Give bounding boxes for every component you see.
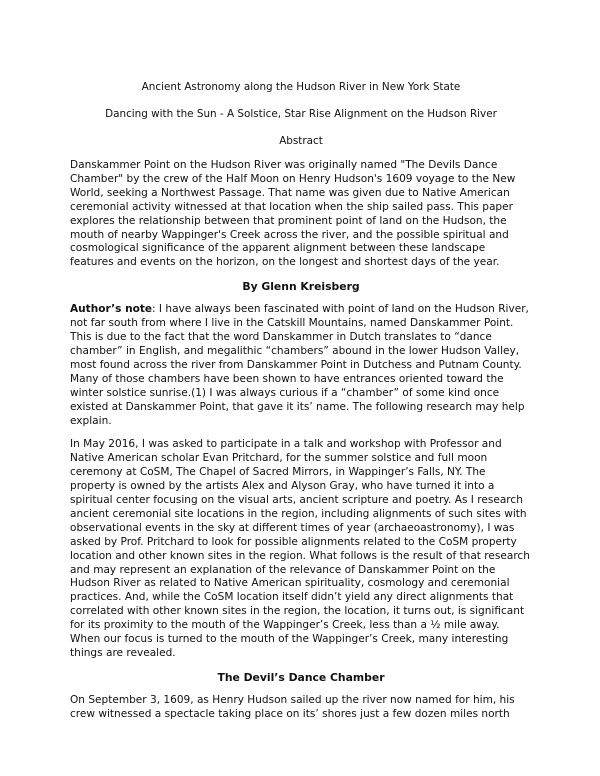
document-page (70, 80, 532, 732)
author-note-paragraph (70, 303, 532, 428)
document-subtitle: Dancing with the Sun - A Solstice, Star Rise Alignment on the Hudson River (105, 108, 497, 120)
author-byline: By Glenn Kreisberg (242, 280, 360, 294)
abstract-paragraph: Danskammer Point on the Hudson River was originally named "The Devils Dance Chamber" by the crew of the Half Moon on Henry Hudson's 1609 voyage to the New World, seeking a Northwest Passage. That name was given due to Native American ceremonial activity witnessed at that location when the ship sailed pass. This paper explores the relationship between that prominent point of land on the Hudson, the mouth of nearby Wappinger's Creek across the river, and the possible spiritual and cosmological significance of the apparent alignment between these landscape features and events on the horizon, on the longest and shortest days of the year. (70, 159, 516, 269)
section-heading: The Devil’s Dance Chamber (217, 670, 385, 684)
document-title: Ancient Astronomy along the Hudson River in New York State (141, 81, 461, 93)
author-note-label: Author’s note (70, 303, 153, 316)
author-note-text: : I have always been fascinated with point of land on the Hudson River, not far south from where I live in the Catskill Mountains, named Danskammer Point. This is due to the fact that the word Danskammer in Dutch translates to “dance chamber” in English, and megalithic “chambers” abound in the lower Hudson Valley, most found across the river from Danskammer Point in Dutchess and Putnam County. Many of those chambers have been shown to have entrances oriented toward the winter solstice sunrise.(1) I was always curious if a “chamber” of some kind once existed at Danskammer Point, that gave it its’ name. The following research may help explain. (70, 303, 529, 427)
body-paragraph: In May 2016, I was asked to participate in a talk and workshop with Professor and Native American scholar Evan Pritchard, for the summer solstice and full moon ceremony at CoSM, The Chapel of Sacred Mirrors, in Wappinger’s Falls, NY. The property is owned by the artists Alex and Alyson Gray, who have turned it into a spiritual center focusing on the visual arts, ancient scripture and poetry. As I research ancient ceremonial site locations in the region, including alignments of such sites with observational events in the sky at different times of year (archaeoastronomy), I was asked by Prof. Pritchard to look for possible alignments related to the CoSM property location and other known sites in the region. What follows is the result of that research and may represent an explanation of the relevance of Danskammer Point on the Hudson River as related to Native American spirituality, cosmology and ceremonial practices. And, while the CoSM location itself didn’t yield any direct alignments that correlated with other known sites in the region, the location, it turns out, is significant for its proximity to the mouth of the Wappinger’s Creek, less than a ½ mile away. When our focus is turned to the mouth of the Wappinger’s Creek, many interesting things are revealed. (70, 438, 530, 659)
body-paragraph: On September 3, 1609, as Henry Hudson sailed up the river now named for him, his crew witnessed a spectacle taking place on its’ shores just a few dozen miles north (70, 693, 515, 720)
abstract-heading: Abstract (279, 135, 323, 147)
